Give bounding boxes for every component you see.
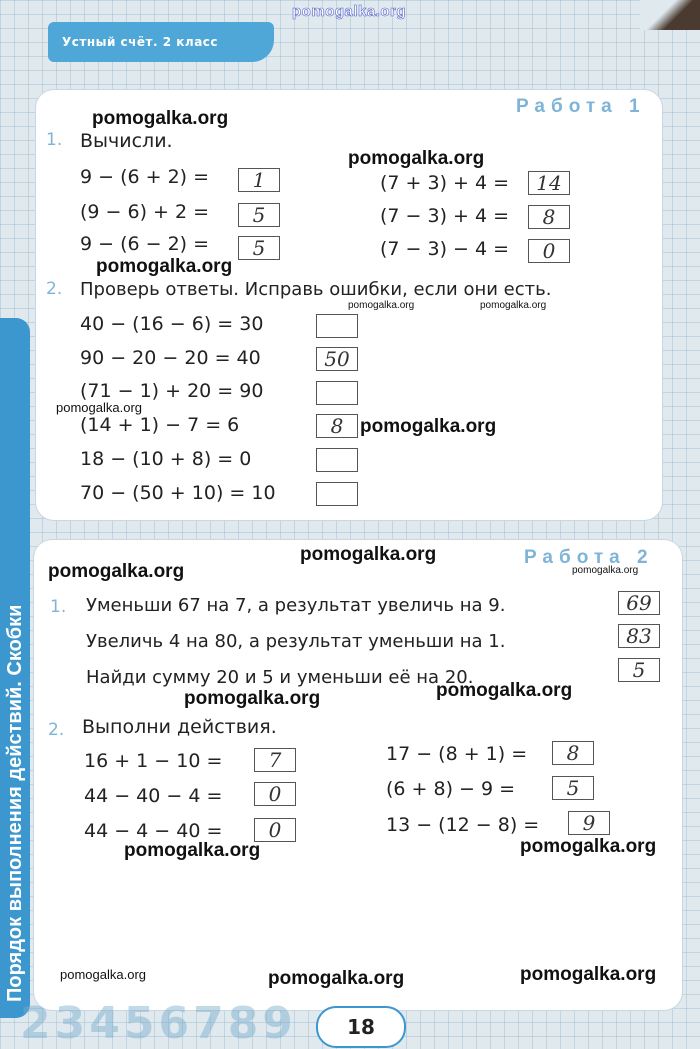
check-expr-6: 70 − (50 + 10) = 10 — [80, 482, 276, 504]
site-watermark-top[interactable]: pomogalka.org — [292, 3, 407, 20]
task2-label: Проверь ответы. Исправь ошибки, если они есть. — [80, 279, 552, 300]
check-expr-2: 90 − 20 − 20 = 40 — [80, 347, 261, 369]
w2-task1-number: 1. — [50, 597, 67, 617]
word-answer-2[interactable]: 83 — [618, 624, 660, 648]
task2-number: 2. — [46, 279, 63, 299]
work1-title: Работа 1 — [516, 96, 646, 117]
w2-answer-right-3[interactable]: 9 — [568, 811, 610, 835]
watermark: pomogalka.org — [268, 968, 405, 989]
word-problem-1: Уменьши 67 на 7, а результат увеличь на 9. — [86, 595, 506, 616]
check-expr-1: 40 − (16 − 6) = 30 — [80, 313, 264, 335]
w2-expr-right-2: (6 + 8) − 9 = — [386, 778, 516, 800]
w2-answer-left-1[interactable]: 7 — [254, 748, 296, 772]
word-problem-2: Увеличь 4 на 80, а результат уменьши на 1. — [86, 631, 506, 652]
check-box-1[interactable] — [316, 314, 358, 338]
sidebar-title: Порядок выполнения действий. Скобки — [4, 604, 26, 1002]
w2-expr-right-1: 17 − (8 + 1) = — [386, 743, 528, 765]
expr-right-1: (7 + 3) + 4 = — [380, 172, 510, 194]
task1-number: 1. — [46, 130, 63, 150]
word-problem-3: Найди сумму 20 и 5 и уменьши её на 20. — [86, 667, 474, 688]
watermark: pomogalka.org — [56, 400, 142, 415]
w2-task2-number: 2. — [48, 720, 65, 740]
check-box-4[interactable]: 8 — [316, 414, 358, 438]
w2-answer-right-2[interactable]: 5 — [552, 776, 594, 800]
w2-expr-right-3: 13 − (12 − 8) = — [386, 814, 540, 836]
answer-box-left-2[interactable]: 5 — [238, 203, 280, 227]
expr-left-2: (9 − 6) + 2 = — [80, 201, 210, 223]
watermark: pomogalka.org — [300, 544, 437, 565]
watermark: pomogalka.org — [96, 256, 233, 277]
watermark: pomogalka.org — [360, 416, 497, 437]
check-expr-4: (14 + 1) − 7 = 6 — [80, 414, 240, 436]
watermark: pomogalka.org — [520, 964, 657, 985]
check-box-3[interactable] — [316, 381, 358, 405]
watermark: pomogalka.org — [436, 680, 573, 701]
w2-answer-right-1[interactable]: 8 — [552, 741, 594, 765]
answer-box-right-1[interactable]: 14 — [528, 171, 570, 195]
watermark: pomogalka.org — [124, 840, 261, 861]
watermark: pomogalka.org — [48, 561, 185, 582]
check-expr-3: (71 − 1) + 20 = 90 — [80, 380, 264, 402]
w2-task2-label: Выполни действия. — [82, 716, 277, 738]
check-box-2[interactable]: 50 — [316, 347, 358, 371]
watermark: pomogalka.org — [348, 148, 485, 169]
watermark: pomogalka.org — [184, 688, 321, 709]
expr-right-2: (7 − 3) + 4 = — [380, 205, 510, 227]
word-answer-3[interactable]: 5 — [618, 658, 660, 682]
answer-box-left-1[interactable]: 1 — [238, 168, 280, 192]
expr-left-1: 9 − (6 + 2) = — [80, 166, 210, 188]
header-band: Устный счёт. 2 класс — [48, 22, 274, 62]
watermark: pomogalka.org — [348, 300, 415, 311]
task1-label: Вычисли. — [80, 130, 173, 152]
answer-box-right-2[interactable]: 8 — [528, 205, 570, 229]
w2-answer-left-2[interactable]: 0 — [254, 782, 296, 806]
word-answer-1[interactable]: 69 — [618, 591, 660, 615]
page-corner — [640, 0, 700, 30]
watermark: pomogalka.org — [480, 300, 547, 311]
w2-answer-left-3[interactable]: 0 — [254, 818, 296, 842]
expr-right-3: (7 − 3) − 4 = — [380, 238, 510, 260]
answer-box-left-3[interactable]: 5 — [238, 236, 280, 260]
watermark: pomogalka.org — [572, 565, 639, 576]
w2-expr-left-3: 44 − 4 − 40 = — [84, 820, 223, 842]
w2-expr-left-1: 16 + 1 − 10 = — [84, 750, 223, 772]
answer-box-right-3[interactable]: 0 — [528, 239, 570, 263]
page-number: 18 — [316, 1006, 406, 1048]
watermark: pomogalka.org — [520, 836, 657, 857]
check-box-6[interactable] — [316, 482, 358, 506]
watermark: pomogalka.org — [60, 967, 146, 982]
watermark: pomogalka.org — [92, 108, 229, 129]
w2-expr-left-2: 44 − 40 − 4 = — [84, 785, 223, 807]
expr-left-3: 9 − (6 − 2) = — [80, 233, 210, 255]
footer-digits: 23456789 — [20, 998, 297, 1049]
work2-title: Работа 2 — [524, 547, 654, 568]
check-expr-5: 18 − (10 + 8) = 0 — [80, 448, 252, 470]
check-box-5[interactable] — [316, 448, 358, 472]
